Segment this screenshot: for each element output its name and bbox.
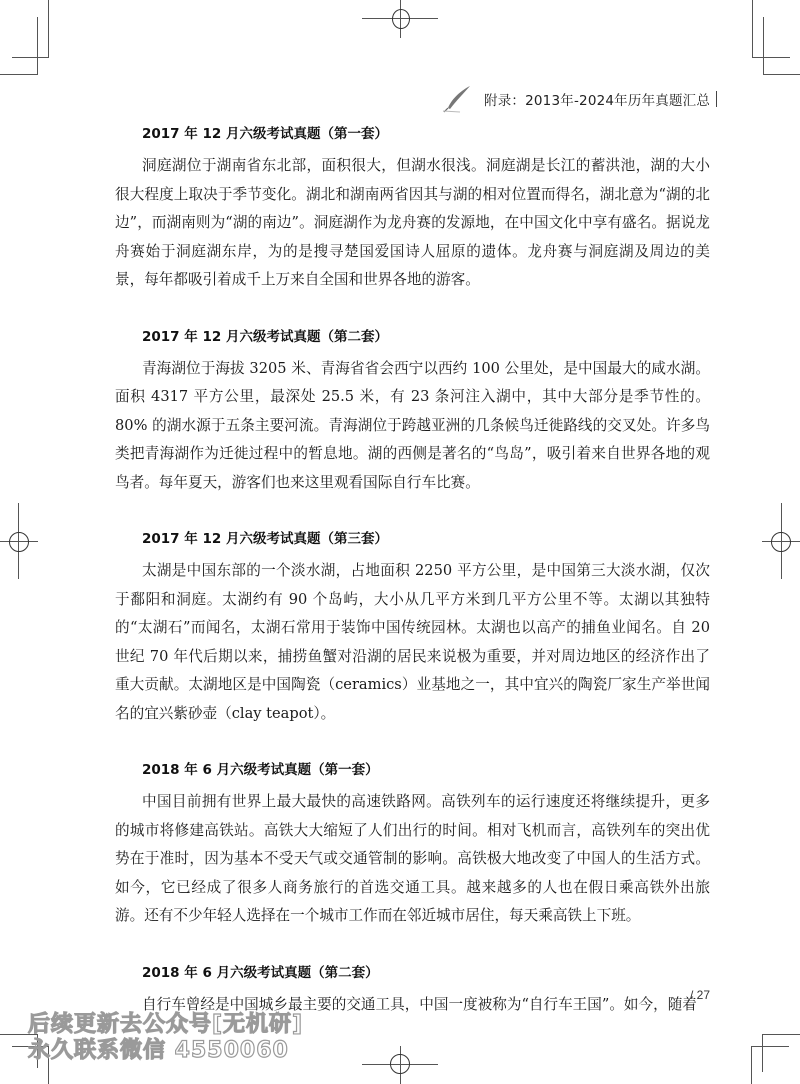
watermark-line-2: 永久联系微信 4550060	[28, 1038, 289, 1063]
section-2017-12-set3	[115, 527, 710, 728]
page-content	[115, 122, 710, 1049]
section-2017-12-set2	[115, 325, 710, 498]
section-2018-06-set1	[115, 758, 710, 931]
section-title: 2017 年 12 月六级考试真题（第三套）	[142, 531, 388, 547]
section-title: 2018 年 6 月六级考试真题（第二套）	[142, 964, 379, 981]
section-title: 2017 年 12 月六级考试真题（第一套）	[142, 126, 388, 142]
section-body: 中国目前拥有世界上最大最快的高速铁路网。高铁列车的运行速度还将继续提升，更多的城市将修建高铁站。高铁大大缩短了人们出行的时间。相对飞机而言，高铁列车的突出优势在于准时，因为基本不受天气或交通管制的影响。高铁极大地改变了中国人的生活方式。如今，它已经成了很多人商务旅行的首选交通工具。越来越多的人也在假日乘高铁外出旅游。还有不少年轻人选择在一个城市工作而在邻近城市居住，每天乘高铁上下班。	[115, 793, 710, 924]
quill-icon	[440, 84, 474, 114]
running-header	[440, 84, 717, 114]
header-title: 附录：2013年-2024年历年真题汇总	[484, 93, 711, 109]
section-2018-06-set2	[115, 961, 710, 1020]
page-number: / 27	[690, 988, 711, 1002]
section-2017-12-set1	[115, 122, 710, 295]
watermark-line-1: 后续更新去公众号[无机研]	[28, 1012, 304, 1037]
section-body: 太湖是中国东部的一个淡水湖，占地面积 2250 平方公里，是中国第三大淡水湖，仅次于鄱阳和洞庭。太湖约有 90 个岛屿，大小从几平方米到几平方公里不等。太湖以其独特的“太湖石”而闻名，太湖石常用于装饰中国传统园林。太湖也以高产的捕鱼业闻名。自 20 世纪 70 年代后期以来，捕捞鱼蟹对沿湖的居民来说极为重要，并对周边地区的经济作出了重大贡献。太湖地区是中国陶瓷（ceramics）业基地之一，其中宜兴的陶瓷厂家生产举世闻名的宜兴紫砂壶（clay teapot）。	[115, 562, 710, 722]
section-title: 2017 年 12 月六级考试真题（第二套）	[142, 328, 388, 345]
watermark	[28, 1012, 303, 1064]
section-title: 2018 年 6 月六级考试真题（第一套）	[142, 762, 379, 778]
header-divider	[716, 91, 717, 107]
section-body: 自行车曾经是中国城乡最主要的交通工具，中国一度被称为“自行车王国”。如今，随着	[142, 995, 697, 1013]
section-body: 青海湖位于海拔 3205 米、青海省省会西宁以西约 100 公里处，是中国最大的咸水湖。面积 4317 平方公里，最深处 25.5 米，有 23 条河注入湖中，其中大部分是季节性的。80% 的湖水源于五条主要河流。青海湖位于跨越亚洲的几条候鸟迁徙路线的交叉处。许多鸟类把青海湖作为迁徙过程中的暂息地。湖的西侧是著名的“鸟岛”，吸引着来自世界各地的观鸟者。每年夏天，游客们也来这里观看国际自行车比赛。	[115, 359, 710, 491]
section-body: 洞庭湖位于湖南省东北部，面积很大，但湖水很浅。洞庭湖是长江的蓄洪池，湖的大小很大程度上取决于季节变化。湖北和湖南两省因其与湖的相对位置而得名，湖北意为“湖的北边”，而湖南则为“湖的南边”。洞庭湖作为龙舟赛的发源地，在中国文化中享有盛名。据说龙舟赛始于洞庭湖东岸，为的是搜寻楚国爱国诗人屈原的遗体。龙舟赛与洞庭湖及周边的美景，每年都吸引着成千上万来自全国和世界各地的游客。	[115, 157, 710, 288]
